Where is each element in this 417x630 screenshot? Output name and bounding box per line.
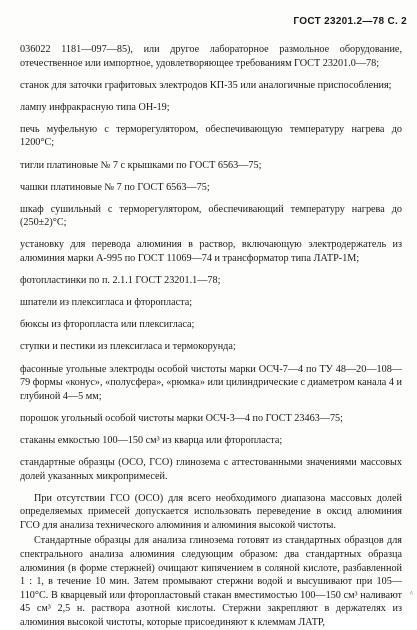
- paragraph-1: 036022 1181—097—85), или другое лабораторное размольное оборудование, отечественное или импортное, удовлетворяющее требованиям ГОСТ 23201.0—78;: [20, 44, 402, 69]
- paragraph-8: установку для перевода алюминия в раствор, включающую электродержатель из алюминия марки А-995 по ГОСТ 11069—74 и трансформатор типа ЛАТР-1М;: [20, 239, 402, 265]
- paragraph-7: шкаф сушильный с терморегулятором, обеспечивающий температуру нагрева до (250±2)°С;: [20, 203, 402, 229]
- paragraph-9: фотопластинки по п. 2.1.1 ГОСТ 23201.1—78;: [20, 275, 221, 287]
- paragraph-12: ступки и пестики из плексигласа и термокорунда;: [20, 341, 236, 353]
- paragraph-10: шпатели из плексигласа и фторопласта;: [20, 297, 193, 309]
- paragraph-6: чашки платиновые № 7 по ГОСТ 6563—75;: [20, 181, 210, 193]
- paragraph-4: печь муфельную с терморегулятором, обеспечивающую температуру нагрева до 1200°С;: [20, 123, 402, 149]
- paragraph-14: порошок угольный особой чистоты марки ОСЧ-3—4 по ГОСТ 23463—75;: [20, 412, 343, 424]
- paragraph-15: стаканы емкостью 100—150 см³ из кварца или фторопласта;: [20, 434, 283, 446]
- page-corner-mark: ^: [409, 590, 413, 598]
- paragraph-18: Стандартные образцы для анализа глинозема готовят из стандартных образцов для спектрального анализа алюминия следующим образом: два стандартных образца алюминия (в форме стержней) очищают кипячением в соляной кислоте, разбавленной 1 : 1, в течение 10 мин. Затем промывают стержни водой и высушивают при 105—110°С. В кварцевый или фторопластовый стакан вместимостью 100—150 см³ наливают 45 см³ 2,5 н. раствора азотной кислоты. Стержни закрепляют в держателях из алюминия высокой чистоты, которые присоединяют к клеммам ЛАТР,: [20, 535, 402, 628]
- paragraph-13: фасонные угольные электроды особой чистоты марки ОСЧ-7—4 по ТУ 48—20—108—79 формы «конус», «полусфера», «рюмка» или цилиндрические с диаметром канала 4 и глубиной 4—5 мм;: [20, 363, 402, 402]
- paragraph-17: При отсутствии ГСО (ОСО) для всего необходимого диапазона массовых долей определяемых примесей допускается использовать переведение в оксид алюминия ГСО для анализа технического алюминия и алюминия высокой чистоты.: [20, 492, 402, 531]
- paragraph-2: станок для заточки графитовых электродов КП-35 или аналогичные приспособления;: [20, 79, 392, 91]
- document-body: [20, 43, 402, 630]
- paragraph-3: лампу инфракрасную типа ОН-19;: [20, 101, 170, 113]
- page-header: ГОСТ 23201.2—78 С. 2: [293, 16, 407, 27]
- paragraph-11: бюксы из фторопласта или плексигласа;: [20, 319, 195, 331]
- paragraph-5: тигли платиновые № 7 с крышками по ГОСТ 6563—75;: [20, 159, 262, 171]
- paragraph-16: стандартные образцы (ОСО, ГСО) глинозема с аттестованными значениями массовых долей указанных микропримесей.: [20, 456, 402, 482]
